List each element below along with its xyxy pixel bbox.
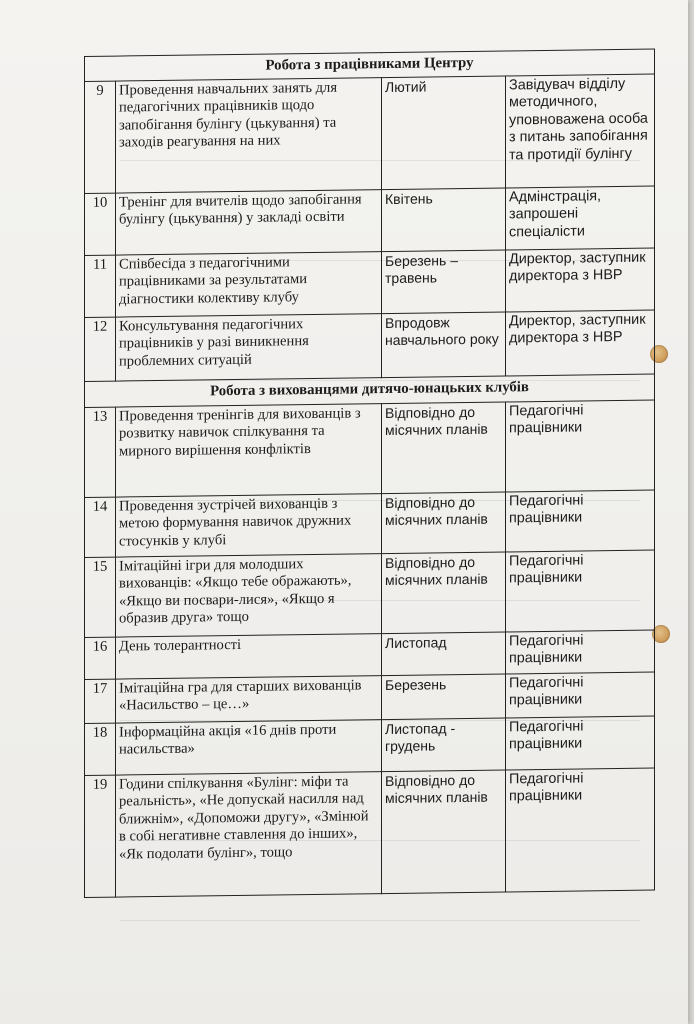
table-row [85, 672, 655, 723]
responsible-cell: Директор, заступник директора з НВР [506, 310, 655, 376]
table-row [85, 716, 655, 775]
event-cell: Проведення тренінгів для вихованців з розвитку навичок спілкування та мирного вирішення конфліктів [116, 403, 382, 496]
responsible-cell: Завідувач відділу методичного, уповноважена особа з питань запобігання та протидії булінгу [506, 74, 655, 188]
row-number: 14 [85, 497, 116, 557]
term-cell: Лютий [382, 76, 506, 190]
event-cell: Імітаційна гра для старших вихованців «Насильство – це…» [116, 675, 382, 722]
row-number: 12 [85, 317, 116, 381]
row-number: 19 [85, 775, 116, 897]
activity-plan-table [84, 49, 655, 898]
row-number: 15 [85, 557, 116, 637]
term-cell: Впродовж навчального року [382, 312, 506, 378]
row-number: 18 [85, 723, 116, 775]
term-cell: Відповідно до місячних планів [382, 492, 506, 554]
table-row [85, 490, 655, 557]
row-number: 16 [85, 637, 116, 679]
table-row [85, 248, 655, 317]
responsible-cell: Педагогічні працівники [506, 630, 655, 674]
event-cell: Години спілкування «Булінг: міфи та реальність», «Не допускай насилля над ближнім», «Допоможи другу», «Змінюй в собі негативне ставлення до інших», «Як подолати булінг», тощо [116, 771, 382, 896]
row-number: 11 [85, 255, 116, 317]
responsible-cell: Адмінстрація, запрошені спеціалісти [506, 186, 655, 250]
term-cell: Відповідно до місячних планів [382, 770, 506, 894]
table-row [85, 400, 655, 497]
responsible-cell: Директор, заступник директора з НВР [506, 248, 655, 312]
event-cell: Консультування педагогічних працівників у разі виникнення проблемних ситуацій [116, 313, 382, 380]
event-cell: Імітаційні ігри для молодших вихованців: «Якщо тебе ображають», «Якщо ви посвари-лися», «Якщо я образив друга» тощо [116, 553, 382, 636]
term-cell: Березень [382, 674, 506, 720]
section-heading: Робота з вихованцями дитячо-юнацьких клубів [85, 374, 655, 407]
responsible-cell: Педагогічні працівники [506, 490, 655, 552]
table-row [85, 550, 655, 637]
table-row [85, 310, 655, 381]
event-cell: Проведення зустрічей вихованців з метою формування навичок дружних стосунків у клубі [116, 493, 382, 556]
responsible-cell: Педагогічні працівники [506, 672, 655, 718]
event-cell: Проведення навчальних занять для педагогічних працівників щодо запобігання булінгу (цькування) та заходів реагування на них [116, 77, 382, 192]
term-cell: Відповідно до місячних планів [382, 402, 506, 494]
section-heading: Робота з працівниками Центру [85, 49, 655, 81]
responsible-cell: Педагогічні працівники [506, 716, 655, 770]
row-number: 17 [85, 679, 116, 723]
event-cell: Співбесіда з педагогічними працівниками за результатами діагностики колективу клубу [116, 251, 382, 316]
event-cell: Інформаційна акція «16 днів проти насильства» [116, 719, 382, 774]
term-cell: Листопад - грудень [382, 718, 506, 772]
responsible-cell: Педагогічні працівники [506, 550, 655, 632]
responsible-cell: Педагогічні працівники [506, 768, 655, 892]
table-row [85, 630, 655, 679]
term-cell: Квітень [382, 188, 506, 252]
table-row [85, 768, 655, 897]
term-cell: Листопад [382, 632, 506, 676]
row-number: 10 [85, 193, 116, 255]
table-row [85, 74, 655, 193]
responsible-cell: Педагогічні працівники [506, 400, 655, 492]
row-number: 13 [85, 407, 116, 497]
term-cell: Березень – травень [382, 250, 506, 314]
table-row [85, 186, 655, 255]
event-cell: День толерантності [116, 633, 382, 678]
term-cell: Відповідно до місячних планів [382, 552, 506, 634]
event-cell: Тренінг для вчителів щодо запобігання булінгу (цькування) у закладі освіти [116, 189, 382, 254]
row-number: 9 [85, 81, 116, 193]
